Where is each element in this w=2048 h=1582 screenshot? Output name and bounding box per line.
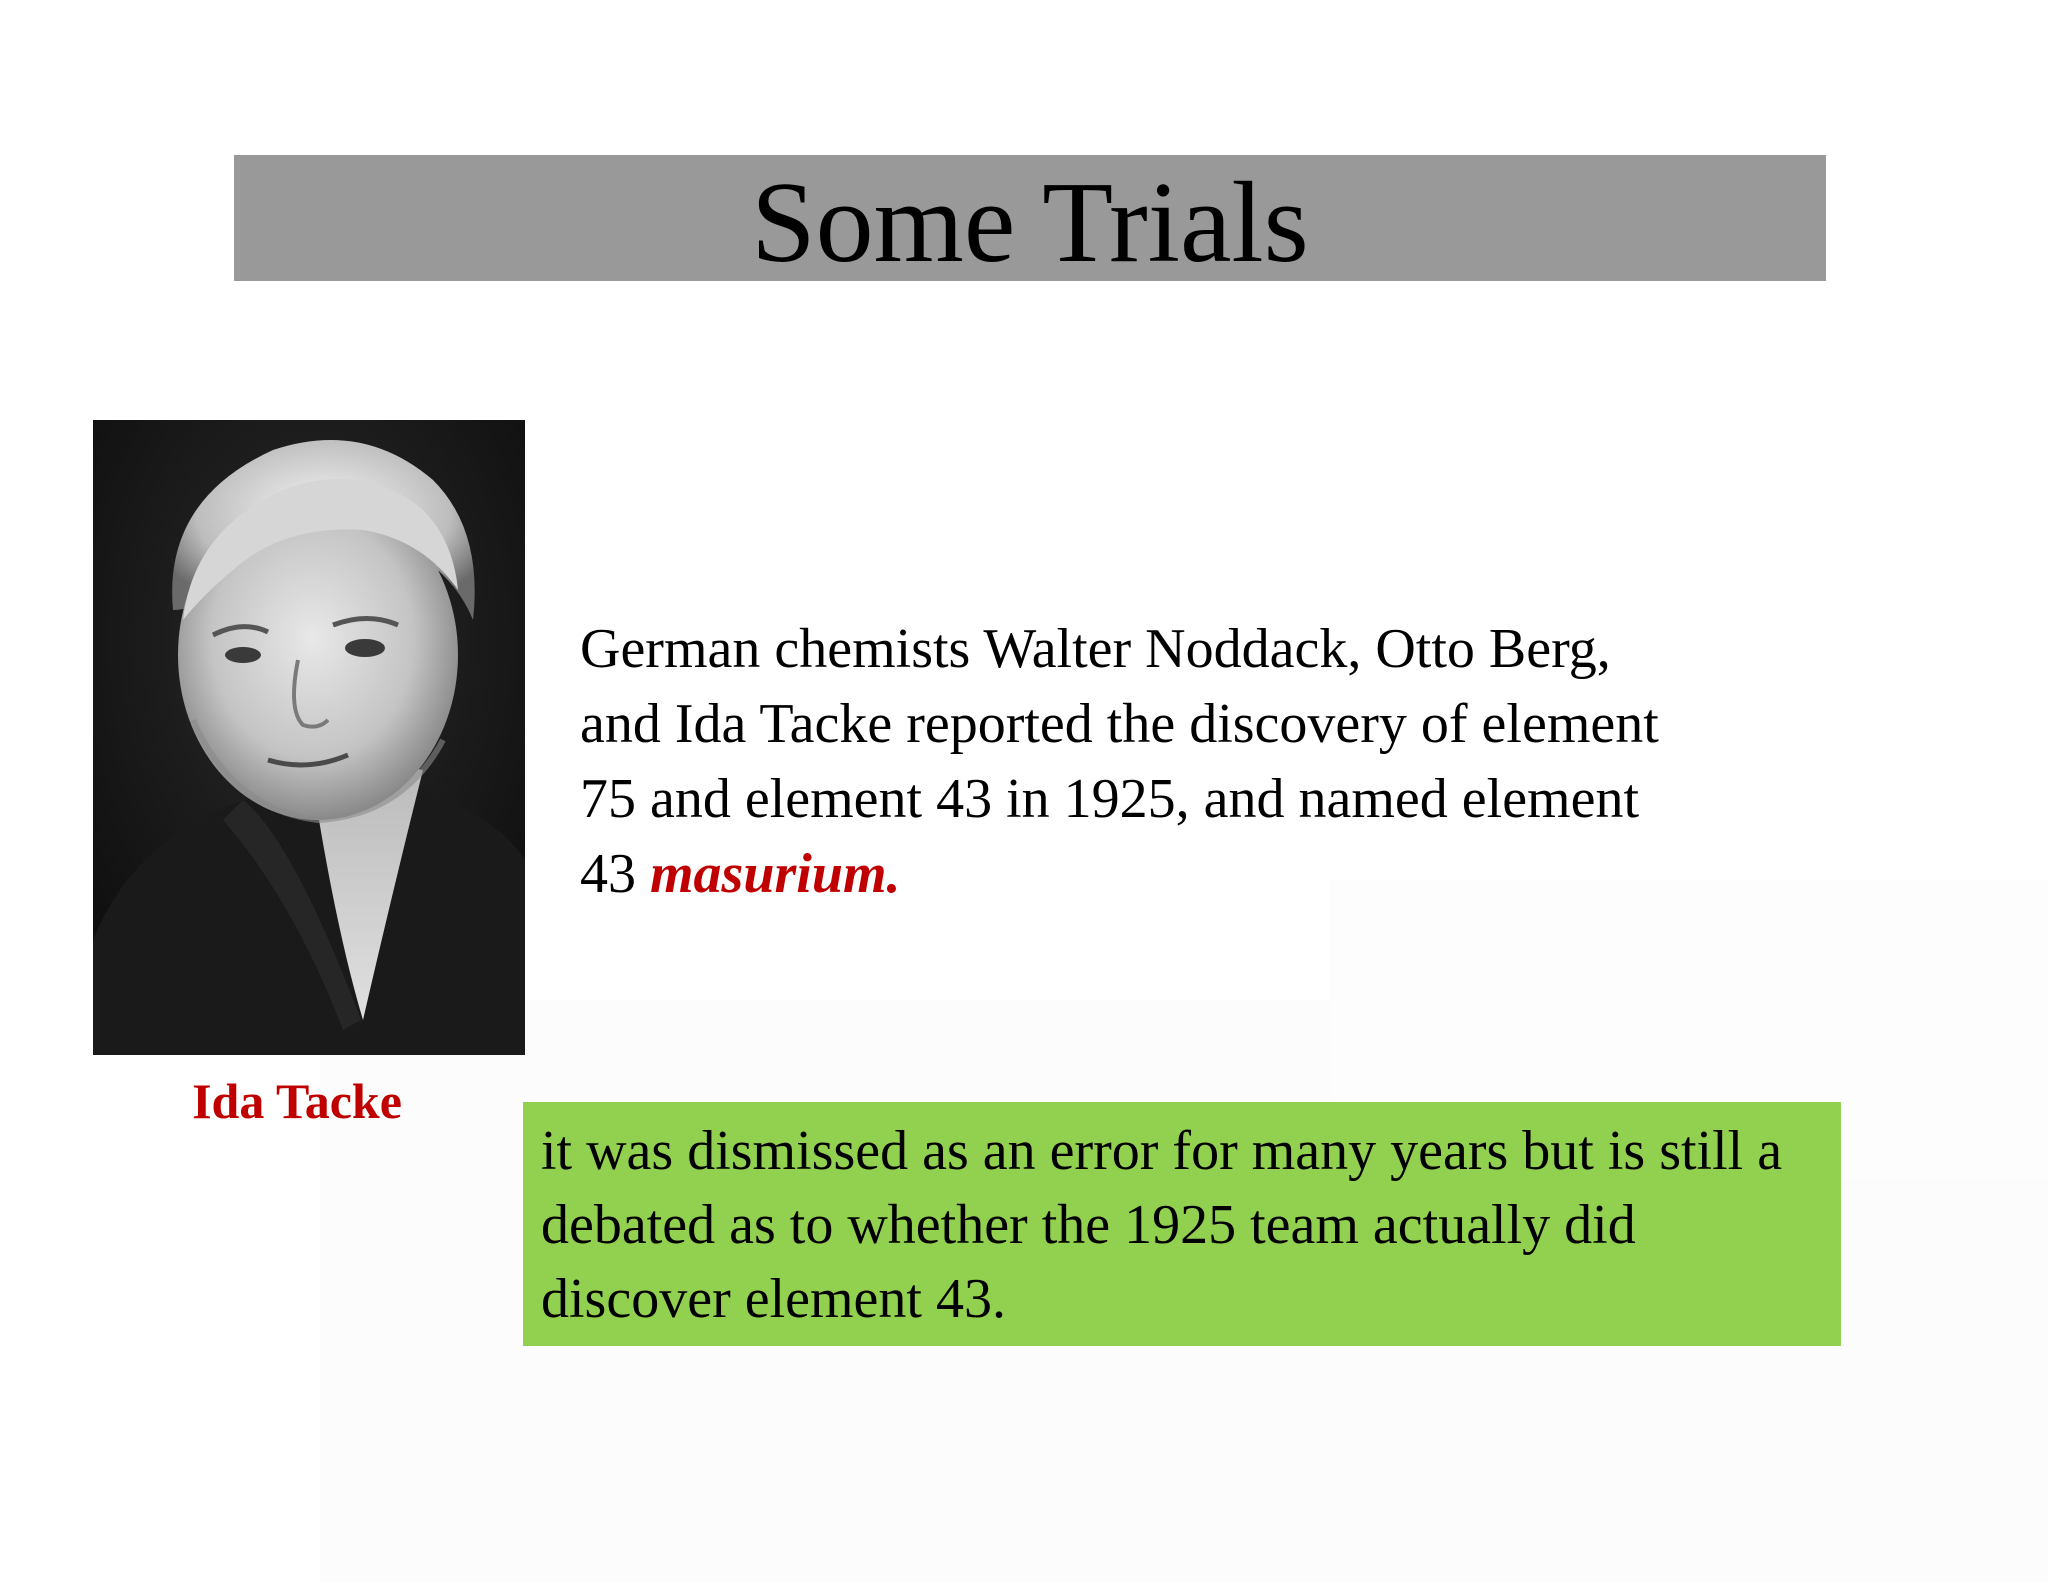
body-paragraph-text: German chemists Walter Noddack, Otto Berg, and Ida Tacke reported the discovery of element 75 and element 43 in 1925, and named element 43 bbox=[580, 618, 1659, 905]
portrait-photo bbox=[93, 420, 525, 1055]
title-bar bbox=[234, 155, 1826, 287]
photo-caption: Ida Tacke bbox=[192, 1073, 402, 1129]
portrait-image bbox=[93, 420, 525, 1055]
slide-title: Some Trials bbox=[751, 159, 1309, 287]
note-box bbox=[523, 1102, 1841, 1346]
masurium-highlight: masurium. bbox=[650, 843, 901, 905]
body-paragraph bbox=[580, 612, 1700, 912]
note-text: it was dismissed as an error for many years but is still a debated as to whether the 1925 team actually did discover element 43. bbox=[541, 1120, 1783, 1330]
